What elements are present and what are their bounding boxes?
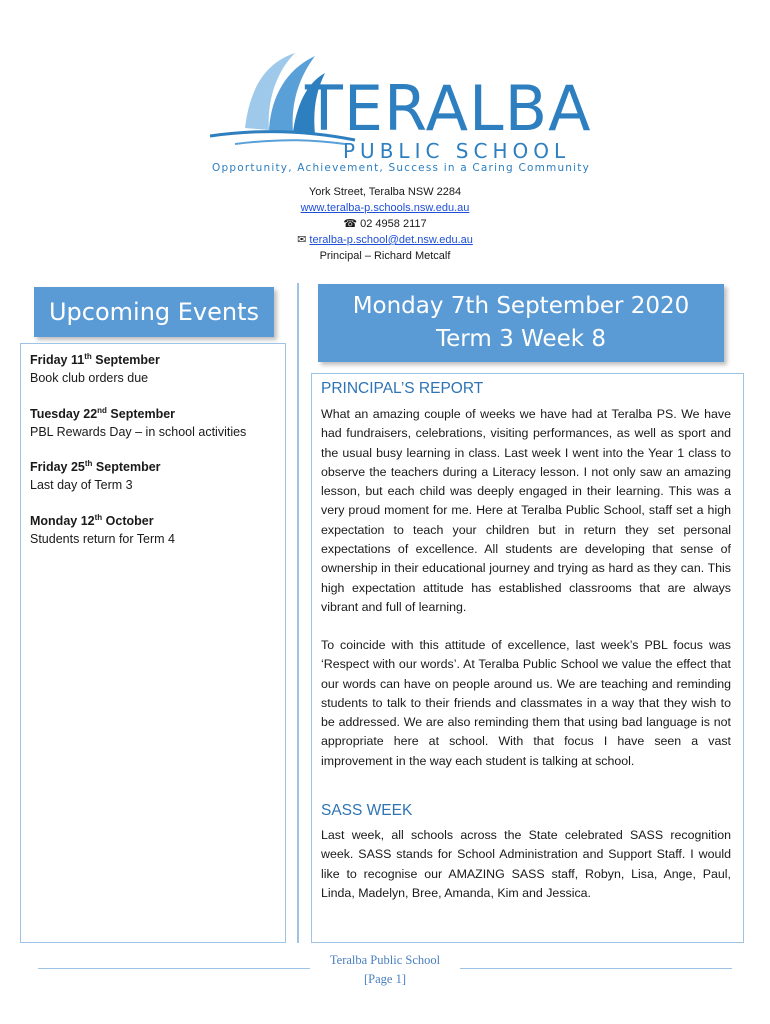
event-description: Last day of Term 3 [30, 478, 133, 493]
website-link[interactable]: www.teralba-p.schools.nsw.edu.au [300, 202, 470, 214]
page-footer [0, 951, 770, 989]
event-item [30, 348, 280, 387]
phone-line [0, 216, 770, 232]
event-item [30, 402, 280, 441]
event-description: Students return for Term 4 [30, 532, 175, 547]
event-date: Friday 25th September [30, 459, 161, 475]
issue-date-banner [318, 284, 724, 362]
page-number: [Page 1] [364, 972, 406, 986]
principal-report-paragraph: To coincide with this attitude of excellence, last week’s PBL focus was ‘Respect with our words’. At Teralba Public School we value the effect that our words can have on people around us. We are teaching and reminding students to talk to their friends and classmates in a way that they wish to be addressed. We are also reminding them that using bad language is not appropriate here at school. With that focus I have seen a vast improvement in the way each student is talking at school. [321, 638, 731, 768]
event-item [30, 455, 280, 494]
column-divider [297, 283, 299, 943]
issue-date: Monday 7th September 2020 [352, 293, 690, 319]
phone-icon: ☎ [343, 218, 358, 230]
sass-week-heading: SASS WEEK [321, 802, 413, 819]
footer-school: Teralba Public School [329, 953, 441, 967]
event-date: Tuesday 22nd September [30, 406, 176, 422]
email-line [0, 232, 770, 248]
events-heading: Upcoming Events [34, 287, 274, 337]
principal-report-paragraph: What an amazing couple of weeks we have had at Teralba PS. We have had fundraisers, celebrations, visiting performances, as well as sport and the usual busy learning in class. Last week I went into the Year 1 class to observe the teachers during a Literacy lesson. I not only saw an amazing lesson, but each child was deeply engaged in their learning. This was a very proud moment for me. Here at Teralba Public School, staff set a high expectation to teach your children but in return they set personal expectations of excellence. All students are developing that sense of ownership in their educational journey and trying as hard as they can. This high expectation attitude has established classrooms that are always vibrant and full of learning. [321, 407, 731, 614]
logo-subtitle: PUBLIC SCHOOL [343, 139, 571, 163]
sass-week-paragraph: Last week, all schools across the State celebrated SASS recognition week. SASS stands for School Administration and Support Staff. I would like to recognise our AMAZING SASS staff, Robyn, Lisa, Ange, Paul, Linda, Madelyn, Bree, Amanda, Kim and Jessica. [321, 828, 731, 900]
logo-title: TERALBA [305, 72, 592, 145]
event-description: PBL Rewards Day – in school activities [30, 425, 247, 440]
event-date: Monday 12th October [30, 513, 154, 529]
principal-name: Principal – Richard Metcalf [319, 250, 451, 262]
issue-term: Term 3 Week 8 [436, 326, 606, 352]
envelope-icon: ✉ [297, 234, 307, 246]
school-motto: Opportunity, Achievement, Success in a Caring Community [212, 162, 591, 174]
phone-number: 02 4958 2117 [360, 218, 427, 230]
event-description: Book club orders due [30, 371, 149, 386]
principal-report-heading: PRINCIPAL’S REPORT [321, 380, 484, 397]
email-link[interactable]: teralba-p.school@det.nsw.edu.au [309, 234, 473, 246]
event-item [30, 509, 280, 548]
event-date: Friday 11th September [30, 352, 160, 368]
address: York Street, Teralba NSW 2284 [308, 186, 462, 198]
contact-block [0, 184, 770, 264]
